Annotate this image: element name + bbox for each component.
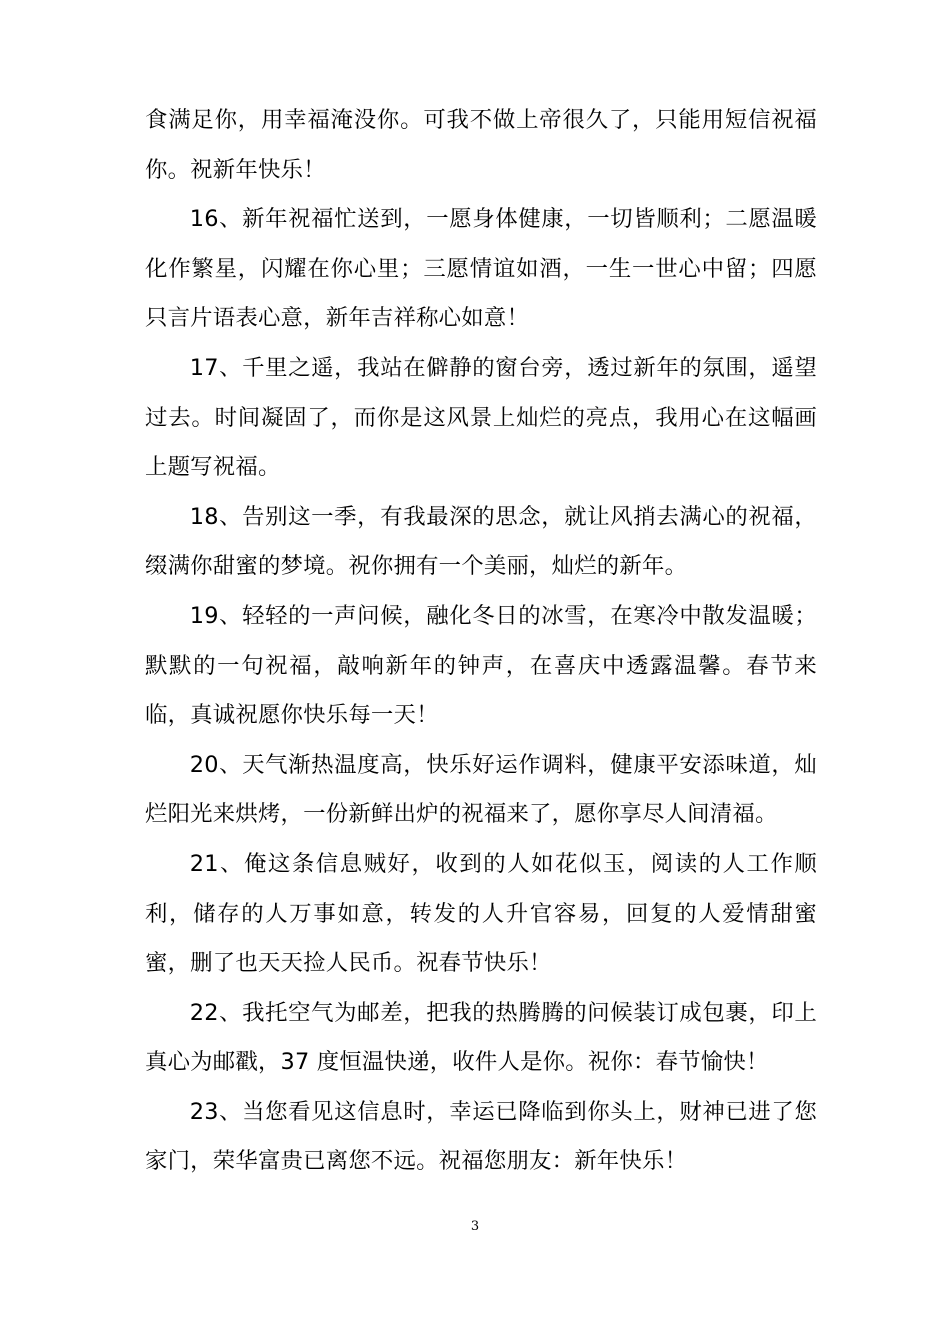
paragraph-continuation: 食满足你，用幸福淹没你。可我不做上帝很久了，只能用短信祝福你。祝新年快乐！: [145, 107, 817, 183]
paragraph-22: 22、我托空气为邮差，把我的热腾腾的问候装订成包裹，印上真心为邮戳，37 度恒温快递，收件人是你。祝你：春节愉快！: [145, 999, 817, 1076]
document-body: [145, 96, 817, 1187]
paragraph-16: 16、新年祝福忙送到，一愿身体健康，一切皆顺利；二愿温暖化作繁星，闪耀在你心里；三愿情谊如酒，一生一世心中留；四愿只言片语表心意，新年吉祥称心如意！: [145, 206, 817, 332]
paragraph-23: 23、当您看见这信息时，幸运已降临到你头上，财神已进了您家门，荣华富贵已离您不远。祝福您朋友：新年快乐！: [145, 1098, 817, 1175]
paragraph-17: 17、千里之遥，我站在僻静的窗台旁，透过新年的氛围，遥望过去。时间凝固了，而你是这风景上灿烂的亮点，我用心在这幅画上题写祝福。: [145, 354, 817, 481]
page-number: 3: [470, 1219, 480, 1234]
paragraph-18: 18、告别这一季，有我最深的思念，就让风捎去满心的祝福，缀满你甜蜜的梦境。祝你拥有一个美丽，灿烂的新年。: [145, 503, 817, 580]
paragraph-19: 19、轻轻的一声问候，融化冬日的冰雪，在寒冷中散发温暖；默默的一句祝福，敲响新年的钟声，在喜庆中透露温馨。春节来临，真诚祝愿你快乐每一天！: [145, 602, 817, 729]
paragraph-21: 21、俺这条信息贼好，收到的人如花似玉，阅读的人工作顺利，储存的人万事如意，转发的人升官容易，回复的人爱情甜蜜蜜，删了也天天捡人民币。祝春节快乐！: [145, 850, 817, 977]
paragraph-20: 20、天气渐热温度高，快乐好运作调料，健康平安添味道，灿烂阳光来烘烤，一份新鲜出炉的祝福来了，愿你享尽人间清福。: [145, 751, 817, 828]
